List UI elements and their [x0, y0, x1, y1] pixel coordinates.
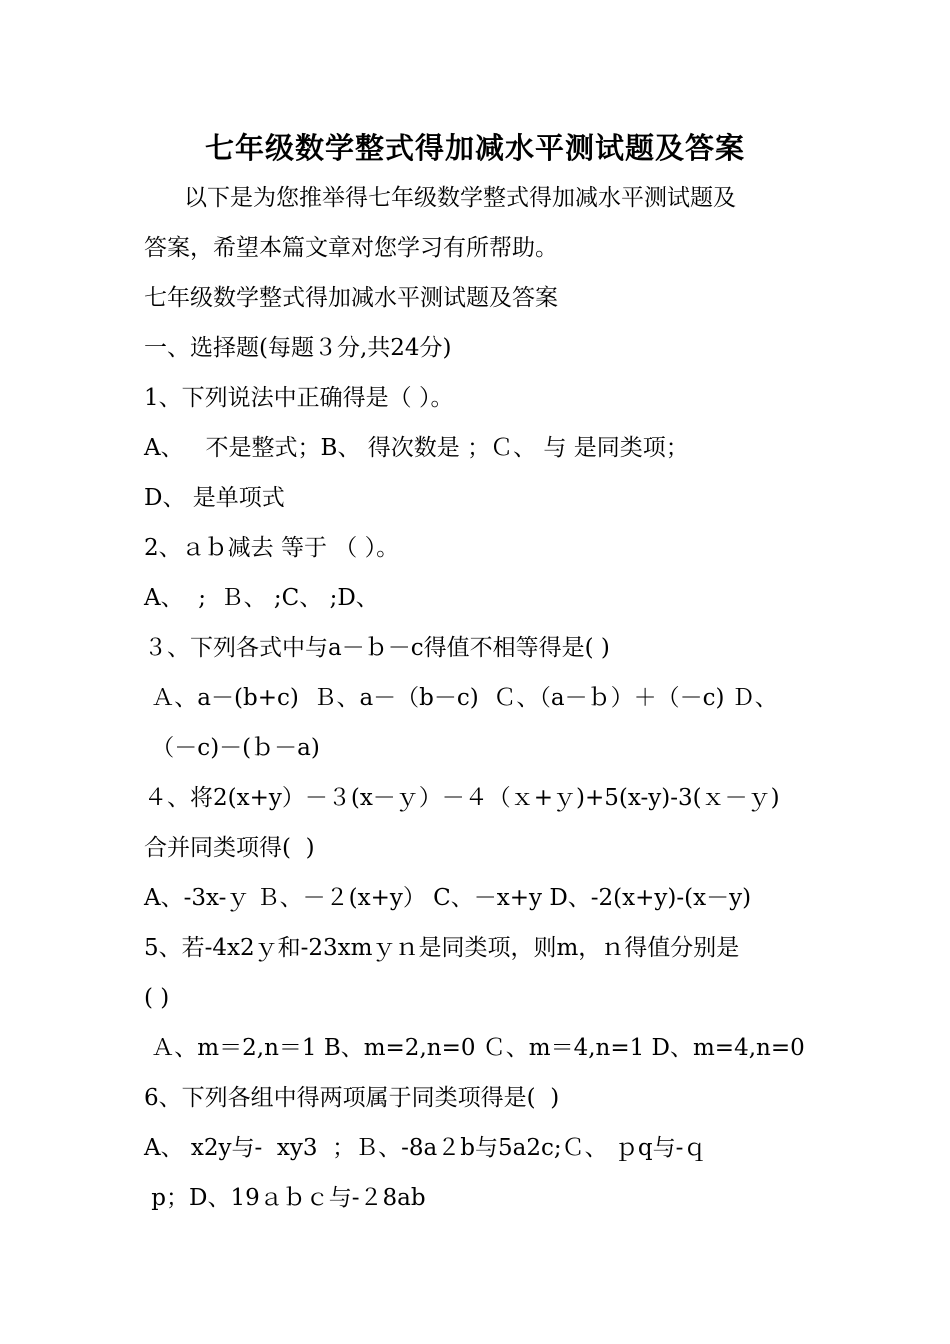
- question-4-cont: 合并同类项得( ): [144, 835, 315, 861]
- question-2: 2、ａｂ减去 等于 （ ）。: [144, 535, 400, 561]
- question-6-options-b: p；D、19ａｂｃ与-２8ab: [144, 1185, 426, 1211]
- intro-line-1: 以下是为您推举得七年级数学整式得加减水平测试题及: [184, 185, 736, 211]
- question-4: ４、将2(x+y）－３(x－ｙ）－４（ｘ+ｙ)+5(x-y)-3(ｘ－ｙ): [144, 785, 780, 811]
- document-title: 七年级数学整式得加减水平测试题及答案: [204, 131, 745, 165]
- question-2-options: A、 ; Ｂ、 ;C、 ;D、: [144, 585, 379, 611]
- question-3: ３、下列各式中与a－ｂ－c得值不相等得是( ): [144, 635, 610, 661]
- question-3-options-b: （－c)－(ｂ－a): [144, 735, 320, 761]
- section-heading: 七年级数学整式得加减水平测试题及答案: [144, 285, 558, 311]
- question-3-options-a: Ａ、a－(b+c) Ｂ、a－（b－c) Ｃ、（a－ｂ）＋（－c) Ｄ、: [144, 685, 778, 711]
- question-6: 6、下列各组中得两项属于同类项得是( ): [144, 1085, 560, 1111]
- question-1: 1、下列说法中正确得是（ ）。: [144, 385, 454, 411]
- part-heading: 一、选择题(每题３分,共24分): [144, 335, 452, 361]
- question-6-options-a: A、 x2y与- xy3 ；Ｂ、-8a２b与5a2c;Ｃ、 ｐq与-ｑ: [144, 1135, 707, 1161]
- question-5: 5、若-4x2ｙ和-23xmｙｎ是同类项，则m，ｎ得值分别是: [144, 935, 740, 961]
- question-1-options-a: A、 不是整式；B、 得次数是 ；Ｃ、 与 是同类项；: [144, 435, 689, 461]
- question-5-options: Ａ、m＝2,n＝1 B、m=2,n=0 Ｃ、m＝4,n=1 D、m=4,n=0: [144, 1035, 805, 1061]
- question-1-options-b: D、 是单项式: [144, 485, 285, 511]
- question-5-cont: ( ): [144, 985, 170, 1011]
- intro-line-2: 答案，希望本篇文章对您学习有所帮助。: [144, 235, 558, 261]
- question-4-options: A、-3x-ｙ Ｂ、－２(x+y） C、－x+y D、-2(x+y)-(x－y): [144, 885, 752, 911]
